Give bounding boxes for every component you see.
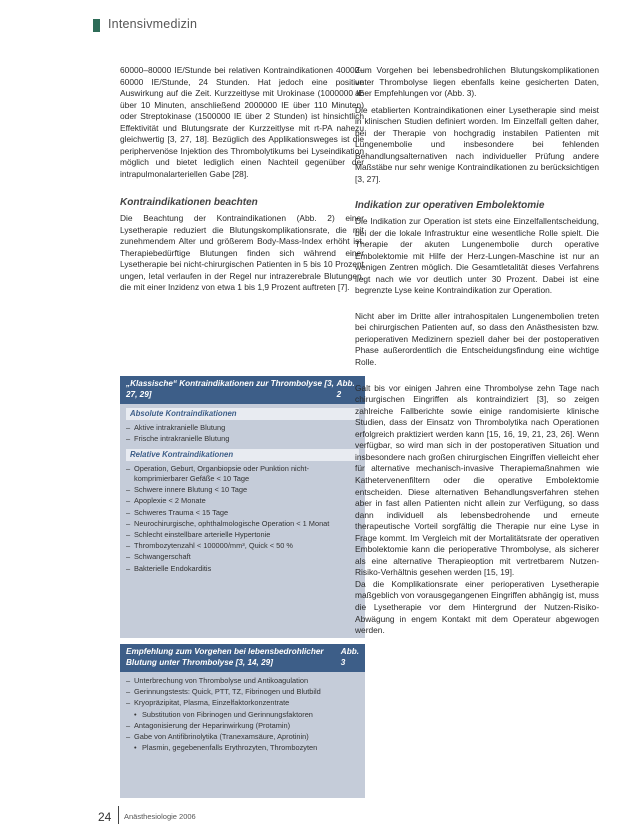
- section-heading-embolectomy: Indikation zur operativen Embolektomie: [355, 200, 545, 212]
- right-paragraph-6: Da die Komplikationsrate einer perioperativen Lysetherapie maßgeblich von vorausgegangenen Eingriffen abhängig ist, muss die Lysetherapie vor dem Hintergrund der Nutzen-Risiko-Abwägung in engem Kontakt mit dem Operateur abgewogen werden.: [355, 578, 599, 636]
- header-accent: [93, 19, 100, 32]
- figure-box-title: „Klassische“ Kontraindikationen zur Thrombolyse [3, 27, 29]: [126, 379, 334, 399]
- right-paragraph-2: Die etablierten Kontraindikationen einer Lysetherapie sind meist in klinischen Studien definiert worden. Im Einzelfall gelten daher, bei der Therapie von hochgradig instabilen Patienten mit Lungenembolie und insbesondere bei fehlenden Behandlungsalternativen nach individueller Prüfung andere Maßstäbe nur sehr wenige Kontraindikationen zu berücksichtigen [3, 27].: [355, 104, 599, 184]
- absolute-contraindications-list: [120, 423, 365, 444]
- paragraph-gap: [355, 297, 599, 311]
- list-item: – Apoplexie < 2 Monate: [134, 496, 359, 506]
- relative-contraindications-list: [120, 464, 365, 574]
- list-item: – Kryopräzipitat, Plasma, Einzelfaktorkonzentrate: [134, 698, 359, 708]
- figure-box-title: Empfehlung zum Vorgehen bei lebensbedrohlicher Blutung unter Thrombolyse [3, 14, 29]: [126, 647, 324, 667]
- figure-box-contraindications: [120, 376, 365, 638]
- list-item: – Operation, Geburt, Organbiopsie oder Punktion nicht-komprimierbarer Gefäße < 10 Tage: [134, 464, 359, 484]
- list-item: – Frische intrakranielle Blutung: [134, 434, 359, 444]
- relative-contraindications-subheading: Relative Kontraindikationen: [126, 449, 359, 461]
- figure-box-tag: Abb. 3: [340, 647, 359, 667]
- list-item: – Neurochirurgische, ophthalmologische Operation < 1 Monat: [134, 519, 359, 529]
- figure-box-header: [120, 376, 365, 404]
- list-item: – Schwangerschaft: [134, 552, 359, 562]
- right-paragraph-5: Galt bis vor einigen Jahren eine Thrombolyse zehn Tage nach chirurgischen Eingriffen als kontraindiziert [3], so zeigen zahlreiche Fallberichte sowie einige randomisierte klinische Studien, dass der Einsatz von Thrombolytika nach Operationen erfolgreich praktiziert werden kann [15, 16, 19, 21, 23, 26]. Wenn verfügbar, so wird man sich in der postoperativen Situation und insbesondere nach großen chirurgischen Eingriffen vielleicht eher für alternative mechanisch-invasive Therapiemaßnahmen wie Kathetervenenfiltern oder die operative Embolektomie entscheiden. Diese alternativen Behandlungsverfahren stehen aber in fast allen Patienten nicht allein zur Verfügung, so dass dann individuell als lebensbedrohende und erneute therapeutische Vorteil sorgfältig die Therapie nur eine Lyse in Frage kommt. Im Vergleich mit der Mortalitätsrate der operativen Embolektomie kann die perioperative Thrombolyse, als sicherer als eine alternative Therapieoption mit vertretbarem Nutzen-Risiko-Verhältnis gesehen werden [15, 19].: [355, 382, 599, 578]
- left-paragraph-2: Die Beachtung der Kontraindikationen (Abb. 2) einer Lysetherapie reduziert die Blutungskomplikationsrate, die mit zunehmendem Alter und größerem Body-Mass-Index erhöht ist. Therapiebedürftige Blutungen finden sich während einer Lysetherapie bei nicht-chirurgischen Patienten in 5 bis 10 Prozent ungen, letal verlaufen in der Regel nur intrazerebrale Blutungen, die mit einer Inzidenz von etwa 1 bis 1,9 Prozent auftreten [7].: [120, 213, 364, 293]
- right-paragraph-1: Zum Vorgehen bei lebensbedrohlichen Blutungskomplikationen unter Thrombolyse liegen ebenfalls keine gesicherten Daten, aber Empfehlungen vor (Abb. 3).: [355, 65, 599, 99]
- section-heading-contraindications: Kontraindikationen beachten: [120, 197, 258, 209]
- list-item: – Schwere innere Blutung < 10 Tage: [134, 485, 359, 495]
- absolute-contraindications-subheading: Absolute Kontraindikationen: [126, 408, 359, 420]
- figure-box-header: [120, 644, 365, 672]
- list-item: – Bakterielle Endokarditis: [134, 564, 359, 574]
- left-paragraph-1: 60000–80000 IE/Stunde bei relativen Kontraindikationen 40000–60000 IE/Stunde, 24 Stunden. Hat jedoch eine positive Auswirkung auf die Zeit. Kurzzeitlyse mit Urokinase (1000000 IE über 10 Minuten, anschließend 2000000 IE über 110 Minuten) oder Streptokinase (1500000 IE über 2 Stunden) ist hinsichtlich Effektivität und Blutungsrate der Kurzzeitlyse mit rt-PA nahezu gleichwertig [3, 27, 18]. Bezüglich des Applikationsweges ist die periphervenöse Injektion des Thrombolytikums bei Lyseindikation möglich und bietet lediglich einen Nachteil gegenüber der intrapulmonalarteriellen Gabe [28].: [120, 65, 364, 179]
- list-sub-item: • Substitution von Fibrinogen und Gerinnungsfaktoren: [134, 710, 359, 720]
- list-item: – Antagonisierung der Heparinwirkung (Protamin): [134, 721, 359, 731]
- figure-box-tag: Abb. 2: [336, 379, 355, 399]
- footer-divider: [118, 806, 119, 824]
- list-item: – Schweres Trauma < 15 Tage: [134, 508, 359, 518]
- list-item: – Thrombozytenzahl < 100000/mm³, Quick < 50 %: [134, 541, 359, 551]
- list-item: – Schlecht einstellbare arterielle Hypertonie: [134, 530, 359, 540]
- list-sub-item: • Plasmin, gegebenenfalls Erythrozyten, Thrombozyten: [134, 743, 359, 753]
- list-item: – Aktive intrakranielle Blutung: [134, 423, 359, 433]
- journal-name: Anästhesiologie 2006: [124, 812, 196, 821]
- left-column: [120, 65, 364, 294]
- right-paragraph-4: Nicht aber im Dritte aller intrahospitalen Lungenembolien treten bei chirurgischen Patienten auf, so dass den Anästhesisten bzw. perioperativen Medizinern speziell daher bei der postoperativen Phase außerordentlich die Entscheidungsfindung eine wichtige Rolle.: [355, 310, 599, 368]
- list-item: – Gerinnungstests: Quick, PTT, TZ, Fibrinogen und Blutbild: [134, 687, 359, 697]
- figure-box-bleeding: [120, 644, 365, 798]
- right-column: [355, 65, 599, 637]
- paragraph-gap: [355, 369, 599, 383]
- bleeding-management-list: [120, 676, 365, 753]
- list-item: – Gabe von Antifibrinolytika (Tranexamsäure, Aprotinin): [134, 732, 359, 742]
- right-paragraph-3: Die Indikation zur Operation ist stets eine Einzelfallentscheidung, bei der die lokale Infrastruktur eine wesentliche Rolle spielt. Die Therapie der akuten Lungenembolie durch operative Embolektomie mit Hilfe der Herz-Lungen-Maschine ist nur an wenigen Zentren möglich. Die Gesamtletalität dieses Verfahrens liegt nach wie vor deutlich unter 30 Prozent. Dabei ist eine begrenzte Lyse keine Kontraindikation zur Operation.: [355, 216, 599, 296]
- page-header-title: Intensivmedizin: [108, 17, 198, 31]
- list-item: – Unterbrechung von Thrombolyse und Antikoagulation: [134, 676, 359, 686]
- page-number: 24: [98, 810, 112, 824]
